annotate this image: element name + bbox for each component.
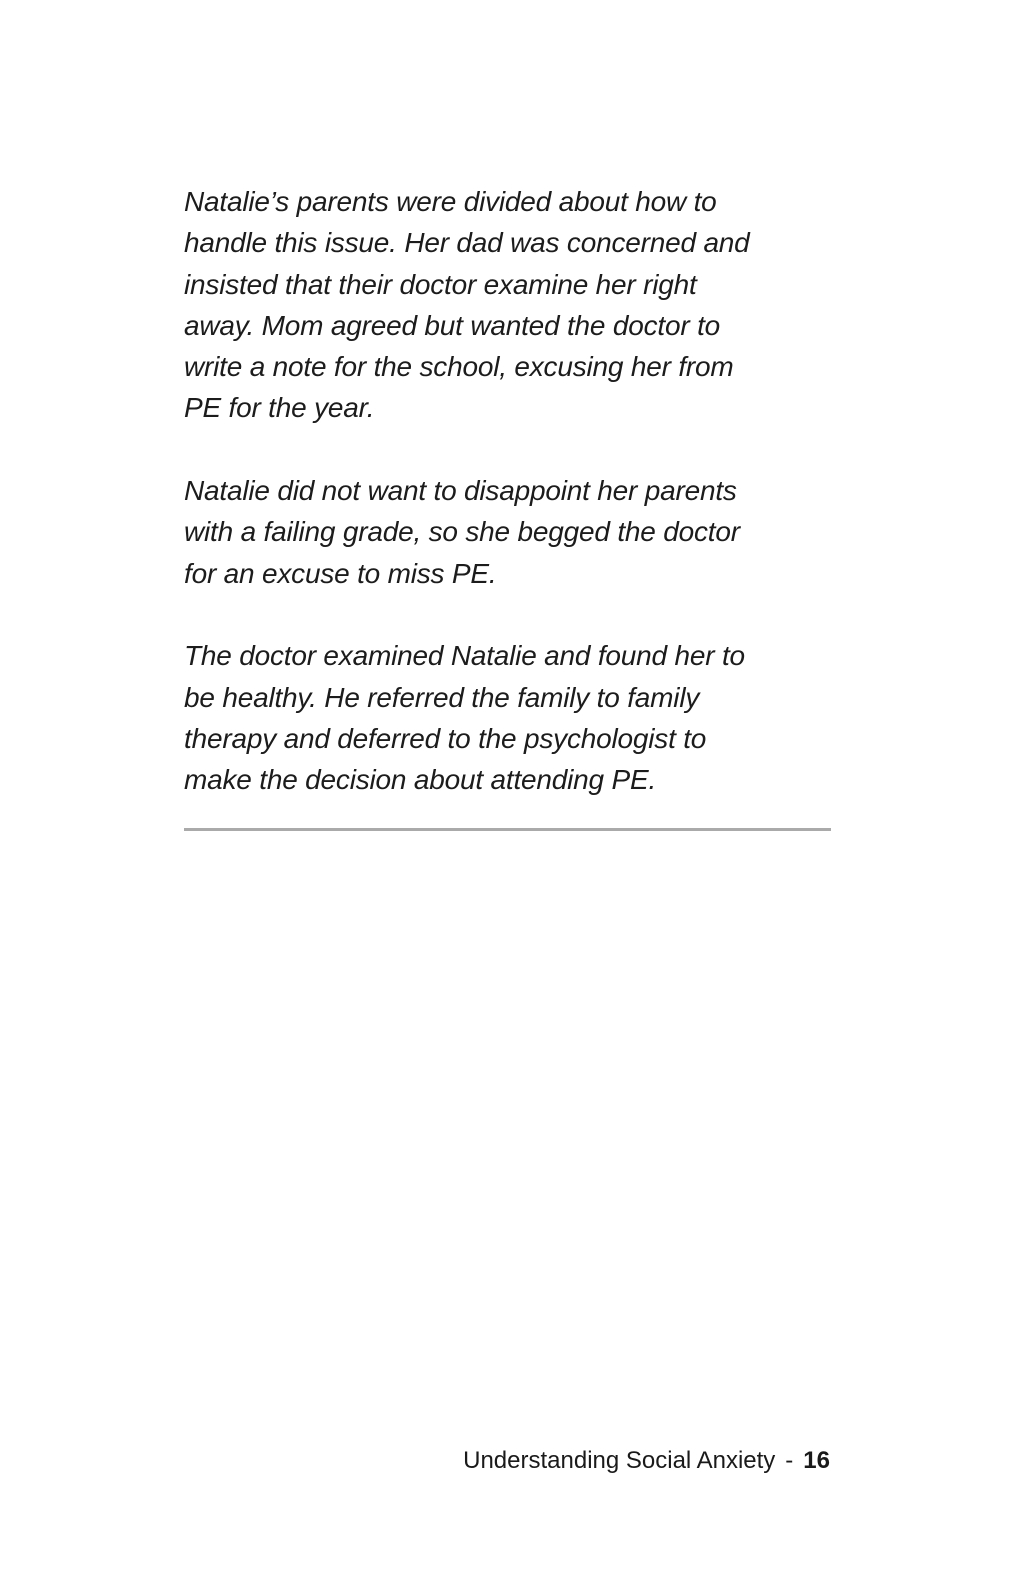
page-footer	[463, 1446, 830, 1476]
paragraph-parents-divided: Natalie’s parents were divided about how to handle this issue. Her dad was concerned and insisted that their doctor examine her right away. Mom agreed but wanted the doctor to write a note for the school, excusing her from PE for the year.	[184, 186, 750, 424]
paragraph-natalie-begged: Natalie did not want to disappoint her parents with a failing grade, so she begged the doctor for an excuse to miss PE.	[184, 475, 740, 589]
paragraph-doctor-examined: The doctor examined Natalie and found her to be healthy. He referred the family to family therapy and deferred to the psychologist to make the decision about attending PE.	[184, 640, 745, 796]
footer-book-title: Understanding Social Anxiety	[463, 1447, 776, 1474]
footer-separator: -	[785, 1447, 794, 1474]
horizontal-divider	[184, 828, 831, 831]
page-number: 16	[803, 1447, 830, 1474]
story-text	[184, 181, 834, 800]
